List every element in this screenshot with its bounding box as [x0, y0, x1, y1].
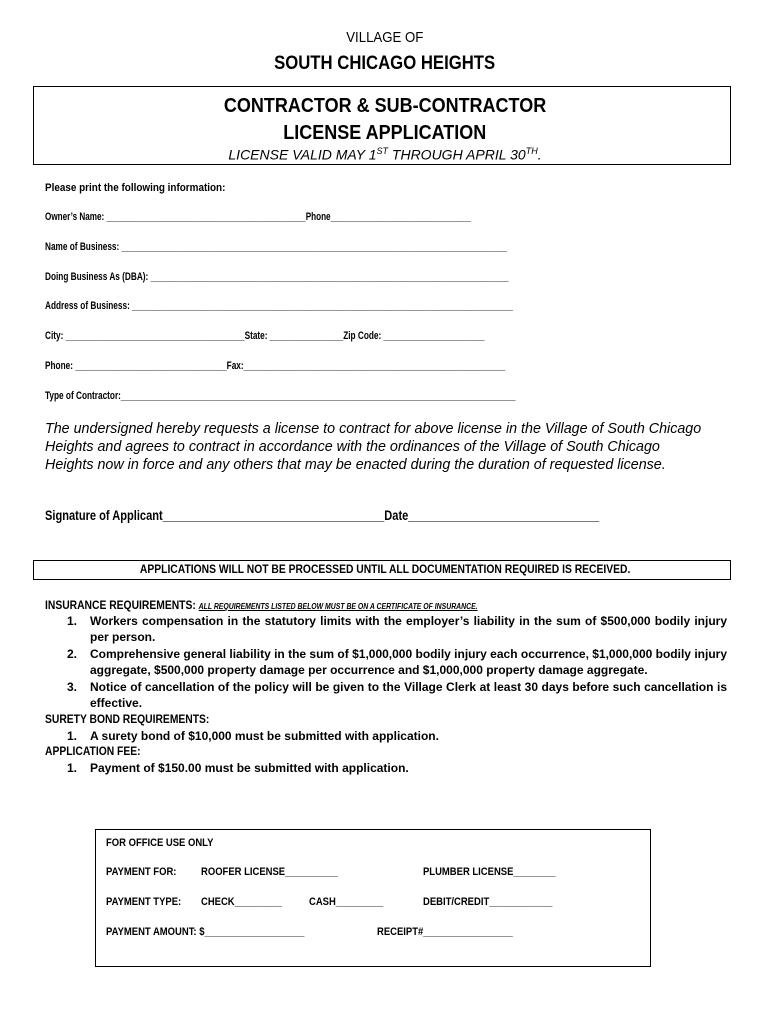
- list-text: Comprehensive general liability in the sum of $1,000,000 bodily injury each occurrence, $1,000,000 bodily injury aggregate, $500,000 property damage per occurrence and $1,000,000 property damage aggregate.: [90, 647, 727, 677]
- plumber-license-option[interactable]: [423, 866, 577, 878]
- title-line-2: [0, 122, 770, 145]
- payment-amount-text: PAYMENT AMOUNT: $___________________: [106, 926, 305, 938]
- fee-heading-text: APPLICATION FEE:: [45, 744, 141, 758]
- owner-name-text: Owner’s Name: ____________________________________________Phone_______________________________: [45, 211, 471, 223]
- list-text: Workers compensation in the statutory limits with the employer’s liability in the sum of $500,000 bodily injury per person.: [90, 614, 727, 644]
- city-state-zip-field[interactable]: [45, 330, 631, 342]
- list-text: Notice of cancellation of the policy will be given to the Village Clerk at least 30 days before such cancellation is effective.: [90, 680, 727, 710]
- check-text: CHECK_________: [201, 896, 282, 908]
- license-valid-period: [0, 146, 770, 163]
- debit-credit-option[interactable]: [423, 896, 573, 908]
- payment-for-label: [106, 866, 188, 878]
- processing-notice: [0, 562, 770, 576]
- processing-notice-text: APPLICATIONS WILL NOT BE PROCESSED UNTIL ALL DOCUMENTATION REQUIRED IS RECEIVED.: [139, 562, 631, 576]
- surety-heading-text: SURETY BOND REQUIREMENTS:: [45, 712, 210, 726]
- village-of-text: VILLAGE OF: [346, 29, 424, 46]
- declaration-paragraph: The undersigned hereby requests a license to contract for above license in the Village of South Chicago Heights and agrees to contract in accordance with the ordinances of the Village of South Chicago Heights now in force and any others that may be enacted during the duration of requested license.: [45, 421, 702, 473]
- title-line-2-text: LICENSE APPLICATION: [283, 122, 487, 144]
- payment-amount-field[interactable]: [106, 926, 337, 938]
- cash-option[interactable]: [309, 896, 395, 908]
- phone-fax-text: Phone: _________________________________Fax:_________________________________________________________: [45, 360, 506, 372]
- valid-text-c: .: [537, 146, 542, 163]
- contractor-type-field[interactable]: [45, 390, 672, 402]
- fee-heading: [45, 744, 156, 758]
- phone-fax-field[interactable]: [45, 360, 659, 372]
- city-state-zip-text: City: _______________________________________State: ________________Zip Code: ______________________: [45, 330, 485, 342]
- village-name: [0, 53, 770, 75]
- owner-name-field[interactable]: [45, 211, 621, 223]
- form-intro-text: Please print the following information:: [45, 182, 226, 194]
- valid-sup-1: ST: [376, 146, 389, 156]
- dba-text: Doing Business As (DBA): ______________________________________________________________________________: [45, 271, 509, 283]
- debit-credit-text: DEBIT/CREDIT____________: [423, 896, 553, 908]
- dba-field[interactable]: [45, 271, 663, 283]
- roofer-license-option[interactable]: [201, 866, 360, 878]
- list-item: [67, 646, 727, 678]
- contractor-type-text: Type of Contractor:______________________________________________________________________________________: [45, 390, 516, 402]
- valid-sup-2: TH: [525, 146, 538, 156]
- business-address-field[interactable]: [45, 300, 669, 312]
- title-line-1: [0, 95, 770, 118]
- receipt-text: RECEIPT#_________________: [377, 926, 513, 938]
- signature-date-text: Signature of Applicant____________________________________Date_______________________________: [45, 508, 600, 523]
- list-item: [67, 613, 727, 645]
- list-item: [67, 760, 727, 776]
- office-use-heading-text: FOR OFFICE USE ONLY: [106, 837, 214, 849]
- list-number: 3.: [67, 680, 78, 694]
- insurance-heading: [45, 598, 548, 612]
- list-text: A surety bond of $10,000 must be submitted with application.: [90, 729, 439, 743]
- insurance-heading-text: INSURANCE REQUIREMENTS:: [45, 598, 196, 612]
- form-intro: [45, 182, 245, 194]
- list-number: 1.: [67, 761, 78, 775]
- signature-date-line[interactable]: [45, 508, 721, 523]
- title-line-1-text: CONTRACTOR & SUB-CONTRACTOR: [223, 95, 547, 117]
- valid-text-b: THROUGH APRIL 30: [388, 146, 526, 163]
- list-number: 1.: [67, 729, 78, 743]
- surety-heading: [45, 712, 236, 726]
- receipt-field[interactable]: [377, 926, 535, 938]
- list-number: 2.: [67, 647, 78, 661]
- check-option[interactable]: [201, 896, 295, 908]
- valid-text-a: LICENSE VALID MAY 1: [228, 146, 377, 163]
- business-address-text: Address of Business: ___________________________________________________________________________________: [45, 300, 513, 312]
- village-name-text: SOUTH CHICAGO HEIGHTS: [274, 53, 496, 74]
- payment-for-text: PAYMENT FOR:: [106, 866, 177, 878]
- list-number: 1.: [67, 614, 78, 628]
- roofer-license-text: ROOFER LICENSE__________: [201, 866, 338, 878]
- insurance-note: ALL REQUIREMENTS LISTED BELOW MUST BE ON A CERTIFICATE OF INSURANCE.: [198, 602, 478, 611]
- list-item: [67, 679, 727, 711]
- cash-text: CASH_________: [309, 896, 384, 908]
- payment-type-label: [106, 896, 193, 908]
- plumber-license-text: PLUMBER LICENSE________: [423, 866, 556, 878]
- office-use-heading: [106, 837, 231, 849]
- list-text: Payment of $150.00 must be submitted with application.: [90, 761, 409, 775]
- business-name-text: Name of Business: ____________________________________________________________________________________: [45, 241, 507, 253]
- list-item: [67, 728, 727, 744]
- village-label: [0, 29, 770, 46]
- business-name-field[interactable]: [45, 241, 661, 253]
- payment-type-text: PAYMENT TYPE:: [106, 896, 182, 908]
